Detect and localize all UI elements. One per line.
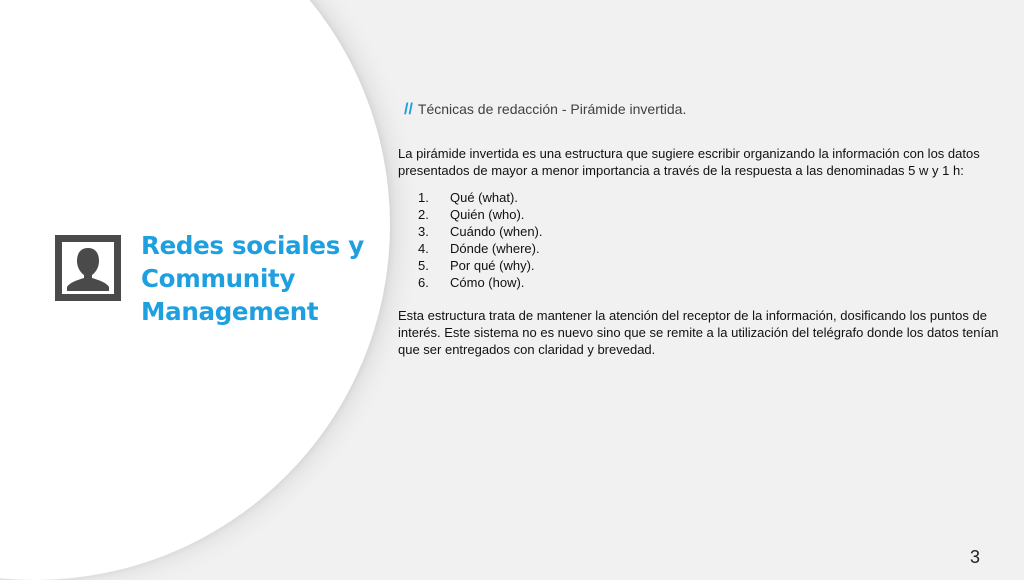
list-item-text: Por qué (why).	[450, 258, 535, 273]
user-silhouette-icon	[55, 235, 121, 301]
list-item	[398, 257, 1004, 274]
list-item-text: Cómo (how).	[450, 275, 525, 290]
list-item	[398, 206, 1004, 223]
list-item	[398, 189, 1004, 206]
list-item	[398, 223, 1004, 240]
section-heading	[404, 101, 686, 119]
list-item-number: 2.	[418, 207, 429, 222]
list-item-text: Quién (who).	[450, 207, 525, 222]
list-item-number: 4.	[418, 241, 429, 256]
list-item	[398, 274, 1004, 291]
list-item	[398, 240, 1004, 257]
list-item-number: 6.	[418, 275, 429, 290]
intro-paragraph: La pirámide invertida es una estructura que sugiere escribir organizando la información con los datos presentados de mayor a menor importancia a través de la respuesta a las denominadas 5 w y 1 h:	[398, 146, 980, 178]
heading-text: Técnicas de redacción - Pirámide invertida.	[417, 101, 687, 117]
page-number: 3	[969, 547, 980, 567]
list-item-text: Cuándo (when).	[450, 224, 543, 239]
five-w-one-h-list	[398, 189, 1004, 291]
list-item-number: 5.	[418, 258, 429, 273]
list-item-text: Dónde (where).	[450, 241, 540, 256]
presentation-title: Redes sociales y Community Management	[141, 231, 364, 326]
closing-paragraph: Esta estructura trata de mantener la atención del receptor de la información, dosificando los puntos de interés. Este sistema no es nuevo sino que se remite a la utilización del telégrafo donde los datos tenían que ser entregados con claridad y brevedad.	[398, 308, 999, 357]
list-item-number: 3.	[418, 224, 429, 239]
list-item-number: 1.	[418, 190, 429, 205]
slide-body	[398, 145, 1004, 358]
heading-slashes: //	[404, 101, 413, 118]
list-item-text: Qué (what).	[450, 190, 518, 205]
